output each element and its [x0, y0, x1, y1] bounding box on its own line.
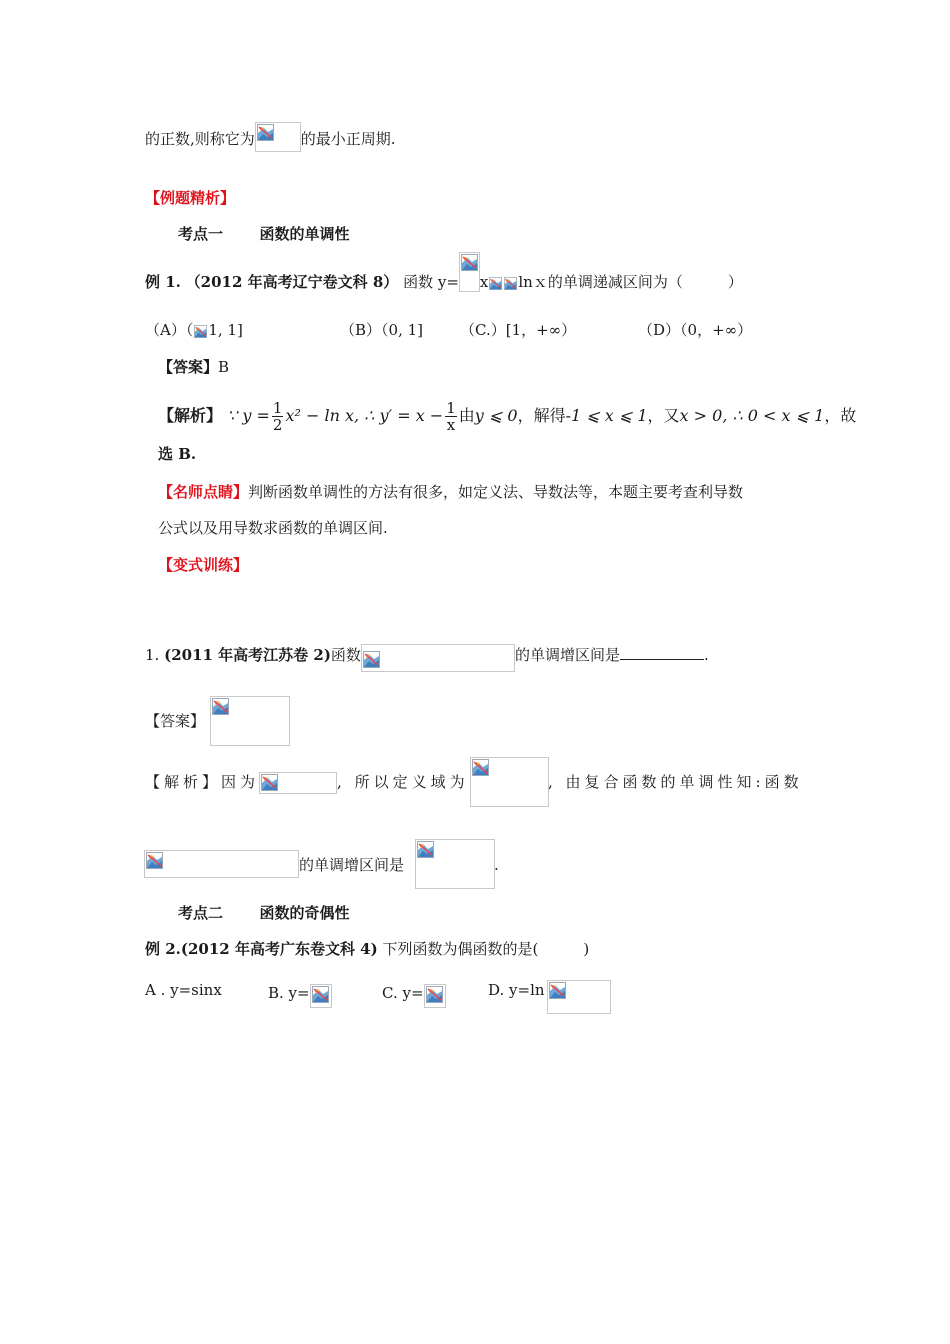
- analysis-label: 【解析】: [158, 406, 223, 425]
- example1-stem-c: lnｘ的单调递减区间为（ ）: [518, 273, 743, 291]
- example2-option-b: [268, 980, 332, 1008]
- tip-label: 【名师点睛】: [158, 483, 249, 501]
- topic1-label: 考点一: [178, 225, 224, 243]
- option-b-text: B. y=: [268, 984, 310, 1002]
- example1-analysis: [158, 400, 856, 433]
- fraction-image-icon: [459, 252, 480, 292]
- interval-image-icon: [415, 839, 495, 889]
- exercise1-analysis-label: 【解析】: [145, 773, 222, 791]
- exercise1-answer: [145, 711, 205, 731]
- analysis-text: ，又: [647, 406, 680, 425]
- formula-image-icon: [259, 772, 337, 794]
- example1-stem-b: x: [479, 273, 489, 291]
- topic2-label: 考点二: [178, 904, 224, 922]
- analysis-b: , 所以定义域为: [337, 773, 469, 791]
- exercise1-stem: [145, 640, 709, 672]
- image-placeholder-icon: [489, 277, 502, 290]
- function-image-icon: [144, 850, 299, 878]
- exercise1-stem-end: .: [703, 646, 709, 664]
- analysis-formula: ∵ y = $\frac{1}{2}$ x² − ln x, ∴ y′ = x − $\frac{1}{x}$: [227, 399, 456, 434]
- exercise1-label: 1.: [145, 646, 160, 664]
- intro-line: [145, 128, 396, 152]
- example2-option-a: A . y=sinx: [145, 981, 222, 999]
- analysis-math: y ⩽ 0: [474, 406, 518, 425]
- image-placeholder-icon: [194, 325, 207, 338]
- option-b: （B）（0, 1]: [340, 321, 423, 339]
- intro-text-after: 的最小正周期.: [300, 130, 396, 148]
- example1-stem-a: 函数 y=: [403, 273, 459, 291]
- teacher-tip-line2: 公式以及用导数求函数的单调区间.: [158, 519, 388, 537]
- example1-source: （2012 年高考辽宁卷文科 8）: [185, 273, 399, 291]
- option-a: [145, 321, 243, 339]
- example1-options: [145, 320, 243, 340]
- example2-source: (2012 年高考广东卷文科 4): [180, 940, 378, 958]
- analysis-math: -1 ⩽ x ⩽ 1: [565, 406, 648, 425]
- image-placeholder-icon: [424, 984, 446, 1008]
- section-heading-examples: 【例题精析】: [145, 189, 236, 207]
- image-placeholder-icon: [310, 984, 332, 1008]
- analysis-text: ，解得: [517, 406, 566, 425]
- analysis-text: ，故: [824, 406, 857, 425]
- answer-label: 【答案】: [158, 358, 219, 376]
- example2-option-c: [382, 980, 446, 1008]
- option-c: （C.）[1，+∞）: [460, 321, 577, 339]
- exercise1-stem-b: 的单调增区间是: [514, 646, 620, 664]
- analysis-text: 由: [458, 406, 475, 425]
- option-d: （D）（0，+∞）: [638, 321, 753, 339]
- option-a-suffix: 1, 1]: [208, 321, 243, 339]
- exercise1-analysis: [145, 772, 469, 794]
- example2-option-d: [488, 980, 545, 1000]
- exercise1-stem-a: 函数: [330, 646, 361, 664]
- image-placeholder-icon: [547, 980, 611, 1014]
- example1-answer: [158, 357, 229, 377]
- topic1-title: 函数的单调性: [259, 225, 350, 243]
- example1-label: 例 1.: [145, 273, 181, 291]
- line2-end: .: [494, 856, 499, 874]
- analysis-c: , 由复合函数的单调性知:函数: [548, 773, 803, 791]
- topic2-heading: [178, 903, 350, 923]
- analysis-a: 因为: [221, 773, 260, 791]
- image-placeholder-icon: [255, 122, 301, 152]
- answer-value: B: [218, 358, 230, 376]
- intro-text-before: 的正数,则称它为: [145, 130, 255, 148]
- exercise1-source: (2011 年高考江苏卷 2): [164, 646, 331, 664]
- option-d-text: D. y=ln: [488, 981, 545, 999]
- example1-stem: [145, 272, 743, 292]
- example1-analysis-line2: 选 B.: [158, 445, 197, 463]
- example2-stem: [145, 939, 589, 959]
- option-a-prefix: （A）（: [145, 321, 194, 339]
- option-c-text: C. y=: [382, 984, 424, 1002]
- variant-heading: 【变式训练】: [158, 556, 249, 574]
- exercise1-answer-label: 【答案】: [145, 712, 206, 730]
- line2-text: 的单调增区间是: [299, 856, 405, 874]
- exercise1-line2: [299, 855, 404, 875]
- tip-text: 判断函数单调性的方法有很多，如定义法、导数法等，本题主要考查利导数: [248, 483, 744, 501]
- teacher-tip: [158, 482, 743, 502]
- analysis-math: x > 0, ∴ 0 < x ⩽ 1: [679, 406, 825, 425]
- image-placeholder-icon: [504, 277, 517, 290]
- example2-stem-text: 下列函数为偶函数的是( ): [382, 940, 590, 958]
- function-image-icon: [361, 644, 515, 672]
- topic2-title: 函数的奇偶性: [259, 904, 350, 922]
- example2-label: 例 2.: [145, 940, 181, 958]
- answer-blank[interactable]: [620, 647, 704, 660]
- topic1-heading: [178, 224, 350, 244]
- domain-image-icon: [470, 757, 549, 807]
- answer-image-icon: [210, 696, 290, 746]
